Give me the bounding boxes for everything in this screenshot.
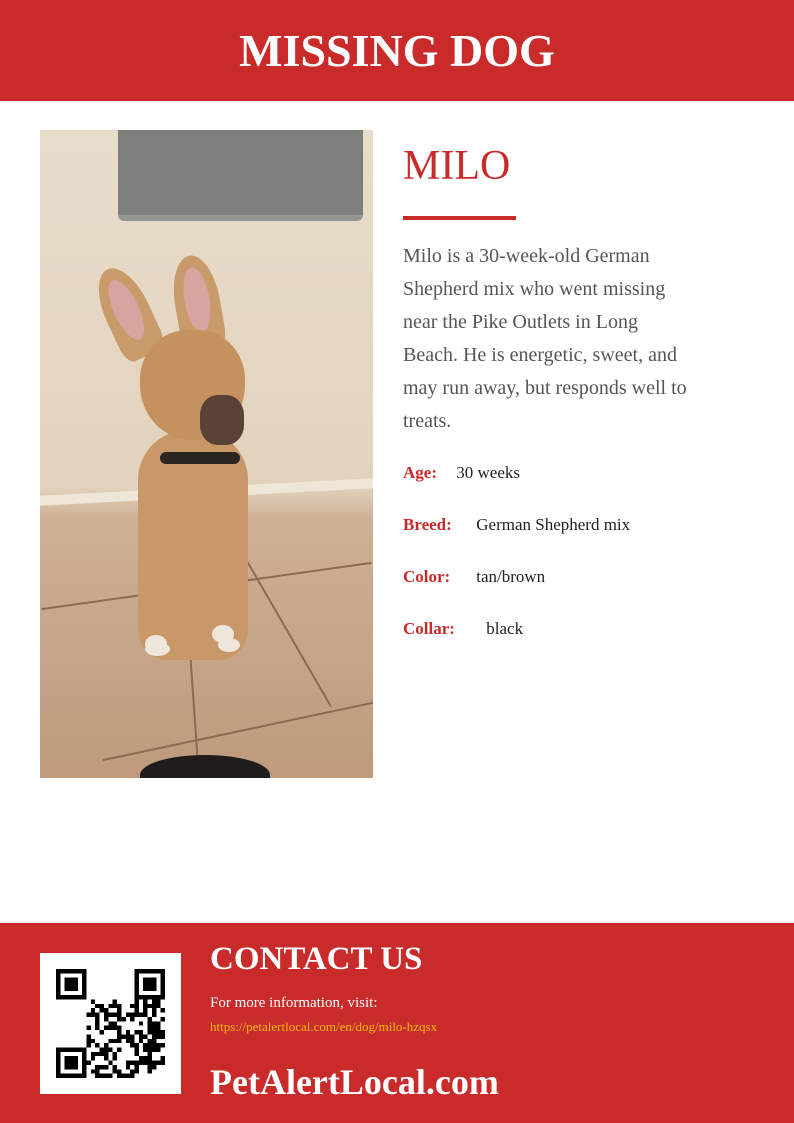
more-info-text: For more information, visit: [210,995,378,1011]
brand-name: PetAlertLocal.com [210,1062,499,1102]
dog-collar [160,452,240,464]
dog-paw [145,642,170,656]
dog-photo [40,130,373,778]
towel [118,130,363,221]
fact-label: Age: [403,463,437,482]
qr-code[interactable] [40,953,181,1094]
fact-value: tan/brown [476,567,546,586]
fact-value: German Shepherd mix [476,515,631,534]
page-title: MISSING DOG [239,25,555,76]
floor-tile-line [103,701,373,761]
fact-color [403,560,703,594]
listing-link[interactable]: https://petalertlocal.com/en/dog/milo-hzqsx [210,1019,438,1034]
dog-paw [218,638,240,652]
dark-object [140,755,270,778]
divider [403,216,516,220]
pet-description: Milo is a 30-week-old German Shepherd mix who went missing near the Pike Outlets in Long Beach. He is energetic, sweet, and may run away, but responds well to treats. [403,245,687,432]
contact-footer [0,923,794,1123]
fact-value: black [486,619,524,638]
contact-heading: CONTACT US [210,941,423,977]
dog-snout [200,395,244,445]
fact-collar [403,612,703,646]
fact-age [403,456,703,490]
fact-label: Breed: [403,515,452,534]
pet-name: MILO [403,143,511,189]
dog-body [138,430,248,660]
fact-breed [403,508,703,542]
fact-label: Color: [403,567,451,586]
pet-info [403,130,703,646]
fact-label: Collar: [403,619,455,638]
fact-value: 30 weeks [456,463,520,482]
header-banner [0,0,794,101]
